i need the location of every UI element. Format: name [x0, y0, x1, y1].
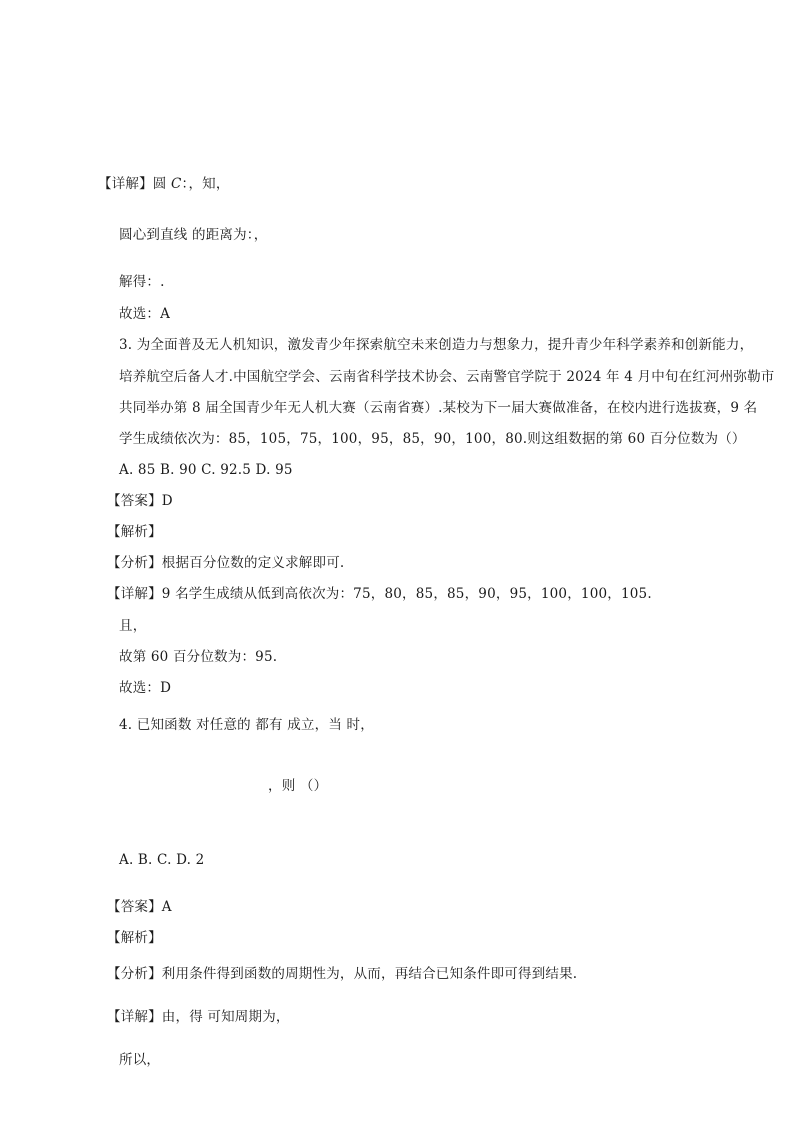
text-line: 【解析】 [107, 524, 162, 540]
text-line: 3. 为全面普及无人机知识，激发青少年探索航空未来创造力与想象力，提升青少年科学素养和创新能力， [119, 337, 754, 353]
text-line: 培养航空后备人才.中国航空学会、云南省科学技术协会、云南警官学院于 2024 年 4 月中旬在红河州弥勒市 [119, 369, 775, 385]
text-line: 所以， [119, 1052, 161, 1068]
text-line: 故第 60 百分位数为：95. [119, 649, 278, 665]
text-line: 【答案】D [107, 493, 173, 509]
text-line: 【分析】根据百分位数的定义求解即可. [107, 555, 345, 571]
text-span: C [171, 176, 182, 192]
text-line: 共同举办第 8 届全国青少年无人机大赛（云南省赛）.某校为下一届大赛做准备，在校内进行选拔赛，9 名 [119, 400, 758, 416]
text-line: 学生成绩依次为：85，105，75，100，95，85，90，100，80.则这组数据的第 60 百分位数为（） [119, 431, 746, 447]
text-line: 故选：D [119, 680, 172, 696]
text-line: 圆心到直线 的距离为：， [119, 227, 268, 243]
text-span: ：，知， [181, 176, 230, 192]
text-line: 解得：. [119, 274, 165, 290]
text-line: 故选：A [119, 306, 171, 322]
text-line: 4. 已知函数 对任意的 都有 成立，当 时， [119, 717, 374, 733]
text-line: 【分析】利用条件得到函数的周期性为，从而，再结合已知条件即可得到结果. [107, 966, 578, 982]
text-line: ，则 （） [268, 778, 328, 794]
text-line: 且， [119, 618, 147, 634]
text-line: A. B. C. D. 2 [119, 852, 205, 868]
text-line: A. 85 B. 90 C. 92.5 D. 95 [119, 462, 293, 478]
text-line: 【详解】9 名学生成绩从低到高依次为：75，80，85，85，90，95，100，100，105. [107, 586, 652, 602]
text-line: 【解析】 [107, 930, 162, 946]
text-line: 【详解】由，得 可知周期为， [107, 1009, 290, 1025]
text-span: 【详解】圆 [98, 176, 171, 192]
text-line: 【答案】A [107, 899, 172, 915]
text-line [98, 174, 230, 194]
